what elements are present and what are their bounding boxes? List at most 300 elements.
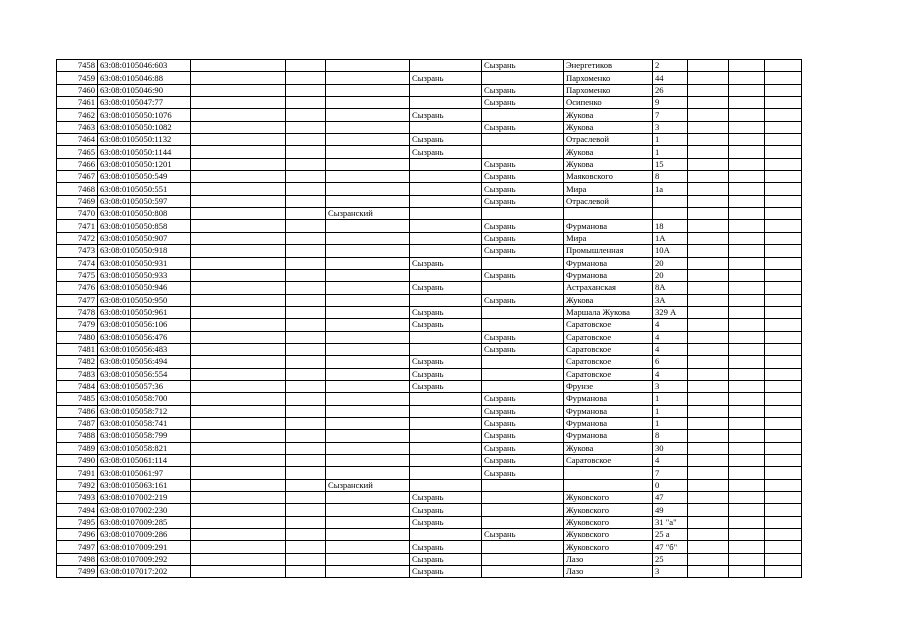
cell-col-3	[191, 504, 286, 516]
cell-city-b: Сызрань	[482, 97, 564, 109]
cell-city-b: Сызрань	[482, 442, 564, 454]
cell-col-10	[688, 109, 729, 121]
cell-col-4	[286, 84, 326, 96]
cell-district	[326, 541, 410, 553]
cell-city-b	[482, 541, 564, 553]
cell-street: Фурманова	[564, 430, 653, 442]
cell-street: Жукова	[564, 121, 653, 133]
cell-col-10	[688, 72, 729, 84]
cell-street	[564, 467, 653, 479]
cell-col-12	[765, 121, 802, 133]
cell-col-11	[729, 479, 765, 491]
cell-col-4	[286, 417, 326, 429]
cell-city-a	[410, 158, 482, 170]
cell-city-b: Сызрань	[482, 269, 564, 281]
cell-cadastral-number: 63:08:0105058:712	[98, 405, 191, 417]
cell-col-12	[765, 319, 802, 331]
cell-col-10	[688, 343, 729, 355]
cell-district	[326, 529, 410, 541]
cell-col-12	[765, 343, 802, 355]
cell-col-10	[688, 232, 729, 244]
table-row	[57, 121, 802, 133]
cell-col-12	[765, 393, 802, 405]
cell-col-11	[729, 84, 765, 96]
cell-col-11	[729, 319, 765, 331]
cell-street: Осипенко	[564, 97, 653, 109]
table-row	[57, 541, 802, 553]
cell-cadastral-number: 63:08:0105050:597	[98, 195, 191, 207]
cell-col-12	[765, 232, 802, 244]
cell-city-b: Сызрань	[482, 393, 564, 405]
cell-col-4	[286, 97, 326, 109]
cell-col-11	[729, 331, 765, 343]
cell-col-4	[286, 516, 326, 528]
cell-col-11	[729, 405, 765, 417]
cell-city-a	[410, 245, 482, 257]
cell-district	[326, 319, 410, 331]
cell-row-number: 7470	[57, 208, 98, 220]
cell-col-10	[688, 553, 729, 565]
cell-city-a: Сызрань	[410, 492, 482, 504]
cell-city-b: Сызрань	[482, 195, 564, 207]
cell-district	[326, 405, 410, 417]
cell-col-3	[191, 492, 286, 504]
cell-col-3	[191, 208, 286, 220]
cell-col-12	[765, 504, 802, 516]
cell-col-3	[191, 442, 286, 454]
cell-col-3	[191, 380, 286, 392]
cell-city-a	[410, 442, 482, 454]
cell-district	[326, 146, 410, 158]
cell-cadastral-number: 63:08:0105056:483	[98, 343, 191, 355]
cell-city-a	[410, 430, 482, 442]
cell-city-b: Сызрань	[482, 405, 564, 417]
table-row	[57, 405, 802, 417]
cell-col-3	[191, 516, 286, 528]
cell-city-b	[482, 553, 564, 565]
cell-col-10	[688, 356, 729, 368]
cell-col-10	[688, 97, 729, 109]
cell-street: Мира	[564, 183, 653, 195]
cell-col-4	[286, 171, 326, 183]
cell-city-b: Сызрань	[482, 245, 564, 257]
cell-district	[326, 294, 410, 306]
cell-cadastral-number: 63:08:0105056:106	[98, 319, 191, 331]
cell-city-b: Сызрань	[482, 467, 564, 479]
cell-house: 8	[653, 171, 688, 183]
table-row	[57, 60, 802, 72]
cell-house: 31 "а"	[653, 516, 688, 528]
cell-col-4	[286, 541, 326, 553]
cell-house: 1а	[653, 183, 688, 195]
cell-cadastral-number: 63:08:0105058:799	[98, 430, 191, 442]
table-row	[57, 529, 802, 541]
cell-cadastral-number: 63:08:0105050:961	[98, 306, 191, 318]
cell-row-number: 7495	[57, 516, 98, 528]
cell-col-3	[191, 84, 286, 96]
cell-street: Астраханская	[564, 282, 653, 294]
cell-col-12	[765, 368, 802, 380]
cell-col-3	[191, 269, 286, 281]
cell-col-12	[765, 306, 802, 318]
cell-district	[326, 417, 410, 429]
cell-col-3	[191, 566, 286, 578]
cell-col-4	[286, 109, 326, 121]
cell-cadastral-number: 63:08:0105050:931	[98, 257, 191, 269]
cell-street: Энергетиков	[564, 60, 653, 72]
cell-city-b: Сызрань	[482, 60, 564, 72]
cell-cadastral-number: 63:08:0105050:1132	[98, 134, 191, 146]
cell-district	[326, 467, 410, 479]
cell-col-12	[765, 553, 802, 565]
cell-col-3	[191, 220, 286, 232]
cell-house: 1	[653, 393, 688, 405]
cell-city-b: Сызрань	[482, 294, 564, 306]
cell-col-12	[765, 245, 802, 257]
cell-house: 10А	[653, 245, 688, 257]
cell-col-10	[688, 541, 729, 553]
cell-col-4	[286, 504, 326, 516]
cell-col-12	[765, 109, 802, 121]
cell-city-b: Сызрань	[482, 417, 564, 429]
table-row	[57, 516, 802, 528]
cell-row-number: 7459	[57, 72, 98, 84]
cell-col-10	[688, 245, 729, 257]
cell-house: 25 а	[653, 529, 688, 541]
cell-col-3	[191, 553, 286, 565]
cell-cadastral-number: 63:08:0105050:1076	[98, 109, 191, 121]
cell-col-11	[729, 134, 765, 146]
cell-col-4	[286, 566, 326, 578]
cell-house: 2	[653, 60, 688, 72]
cell-house: 3	[653, 121, 688, 133]
cell-house: 9	[653, 97, 688, 109]
cell-col-11	[729, 356, 765, 368]
cell-row-number: 7485	[57, 393, 98, 405]
cell-cadastral-number: 63:08:0107009:291	[98, 541, 191, 553]
cell-street: Маяковского	[564, 171, 653, 183]
cell-district	[326, 109, 410, 121]
table-row	[57, 442, 802, 454]
cell-city-b: Сызрань	[482, 183, 564, 195]
cell-col-10	[688, 368, 729, 380]
cell-col-3	[191, 306, 286, 318]
cell-district	[326, 306, 410, 318]
cell-col-3	[191, 417, 286, 429]
cell-city-a	[410, 343, 482, 355]
cell-district	[326, 84, 410, 96]
cell-col-11	[729, 269, 765, 281]
cell-city-a: Сызрань	[410, 72, 482, 84]
cell-city-b	[482, 516, 564, 528]
cell-col-11	[729, 566, 765, 578]
cell-city-a: Сызрань	[410, 356, 482, 368]
cell-street: Фурманова	[564, 269, 653, 281]
cell-house: 44	[653, 72, 688, 84]
cell-col-12	[765, 282, 802, 294]
cell-street	[564, 479, 653, 491]
cell-col-11	[729, 430, 765, 442]
cell-cadastral-number: 63:08:0105050:1082	[98, 121, 191, 133]
cell-house: 4	[653, 331, 688, 343]
table-body	[57, 60, 802, 578]
cell-district	[326, 455, 410, 467]
cell-col-4	[286, 269, 326, 281]
cell-row-number: 7488	[57, 430, 98, 442]
cell-col-4	[286, 343, 326, 355]
cell-city-a	[410, 232, 482, 244]
cell-col-12	[765, 72, 802, 84]
cell-house: 3	[653, 566, 688, 578]
cell-cadastral-number: 63:08:0105058:821	[98, 442, 191, 454]
cell-row-number: 7493	[57, 492, 98, 504]
cell-row-number: 7489	[57, 442, 98, 454]
cell-city-b	[482, 319, 564, 331]
cell-house: 30	[653, 442, 688, 454]
cell-street: Отраслевой	[564, 195, 653, 207]
table-row	[57, 245, 802, 257]
table-row	[57, 171, 802, 183]
table-row	[57, 492, 802, 504]
cell-col-4	[286, 134, 326, 146]
cell-city-b: Сызрань	[482, 220, 564, 232]
cell-street: Жуковского	[564, 504, 653, 516]
cell-cadastral-number: 63:08:0105056:554	[98, 368, 191, 380]
cell-col-4	[286, 146, 326, 158]
cell-city-b	[482, 492, 564, 504]
cell-col-12	[765, 294, 802, 306]
cell-house: 26	[653, 84, 688, 96]
cell-city-a	[410, 195, 482, 207]
cell-house: 49	[653, 504, 688, 516]
cell-street: Жукова	[564, 109, 653, 121]
table-row	[57, 306, 802, 318]
cell-street: Маршала Жукова	[564, 306, 653, 318]
cell-row-number: 7466	[57, 158, 98, 170]
cell-col-10	[688, 566, 729, 578]
cell-col-12	[765, 97, 802, 109]
cell-col-10	[688, 257, 729, 269]
cell-col-12	[765, 257, 802, 269]
cell-col-10	[688, 121, 729, 133]
cell-district	[326, 72, 410, 84]
cell-cadastral-number: 63:08:0105046:603	[98, 60, 191, 72]
cell-col-10	[688, 146, 729, 158]
cell-cadastral-number: 63:08:0105050:858	[98, 220, 191, 232]
cell-street: Жуковского	[564, 516, 653, 528]
cell-city-a	[410, 84, 482, 96]
cell-col-11	[729, 245, 765, 257]
cell-col-12	[765, 516, 802, 528]
cell-col-11	[729, 257, 765, 269]
table-row	[57, 380, 802, 392]
cell-row-number: 7458	[57, 60, 98, 72]
cell-col-4	[286, 183, 326, 195]
cell-street: Жукова	[564, 146, 653, 158]
cell-house: 18	[653, 220, 688, 232]
cell-city-b: Сызрань	[482, 343, 564, 355]
cell-house: 47 "б"	[653, 541, 688, 553]
cell-district: Сызранский	[326, 208, 410, 220]
cell-col-12	[765, 220, 802, 232]
cell-city-b	[482, 566, 564, 578]
cell-row-number: 7483	[57, 368, 98, 380]
cell-house: 7	[653, 109, 688, 121]
cell-district	[326, 356, 410, 368]
cell-col-10	[688, 479, 729, 491]
cell-col-11	[729, 294, 765, 306]
cell-col-11	[729, 146, 765, 158]
cell-cadastral-number: 63:08:0105046:90	[98, 84, 191, 96]
cell-city-a: Сызрань	[410, 504, 482, 516]
cell-col-4	[286, 257, 326, 269]
cell-cadastral-number: 63:08:0107009:285	[98, 516, 191, 528]
cell-district	[326, 282, 410, 294]
cell-col-3	[191, 121, 286, 133]
cell-col-4	[286, 430, 326, 442]
cell-row-number: 7471	[57, 220, 98, 232]
cell-house: 4	[653, 319, 688, 331]
cell-street: Пархоменко	[564, 84, 653, 96]
cell-cadastral-number: 63:08:0105050:933	[98, 269, 191, 281]
cell-city-a	[410, 331, 482, 343]
cell-city-a: Сызрань	[410, 282, 482, 294]
cell-row-number: 7468	[57, 183, 98, 195]
cell-col-12	[765, 60, 802, 72]
cell-city-b: Сызрань	[482, 529, 564, 541]
table-row	[57, 72, 802, 84]
cell-col-4	[286, 220, 326, 232]
cell-city-a	[410, 479, 482, 491]
cell-district	[326, 121, 410, 133]
cell-col-10	[688, 84, 729, 96]
cell-city-a	[410, 467, 482, 479]
cell-col-12	[765, 479, 802, 491]
cell-col-10	[688, 282, 729, 294]
cell-district	[326, 430, 410, 442]
cell-col-12	[765, 417, 802, 429]
cell-city-b: Сызрань	[482, 84, 564, 96]
cell-col-11	[729, 553, 765, 565]
cell-col-4	[286, 208, 326, 220]
cell-cadastral-number: 63:08:0105061:114	[98, 455, 191, 467]
cell-col-4	[286, 319, 326, 331]
cell-district	[326, 331, 410, 343]
cell-cadastral-number: 63:08:0105050:918	[98, 245, 191, 257]
table-row	[57, 195, 802, 207]
cell-city-b	[482, 134, 564, 146]
cell-col-3	[191, 405, 286, 417]
cell-col-11	[729, 417, 765, 429]
cell-cadastral-number: 63:08:0105050:907	[98, 232, 191, 244]
cell-col-10	[688, 529, 729, 541]
cell-col-12	[765, 146, 802, 158]
cell-street: Отраслевой	[564, 134, 653, 146]
table-row	[57, 158, 802, 170]
cell-col-3	[191, 331, 286, 343]
cell-city-a: Сызрань	[410, 516, 482, 528]
table-row	[57, 257, 802, 269]
table-row	[57, 343, 802, 355]
cell-col-10	[688, 331, 729, 343]
cell-col-4	[286, 356, 326, 368]
cell-col-11	[729, 442, 765, 454]
cell-district	[326, 183, 410, 195]
cell-row-number: 7494	[57, 504, 98, 516]
table-row	[57, 220, 802, 232]
cell-col-3	[191, 282, 286, 294]
cell-col-10	[688, 492, 729, 504]
cell-city-a	[410, 183, 482, 195]
cell-house: 1	[653, 405, 688, 417]
cell-district	[326, 504, 410, 516]
cell-col-3	[191, 195, 286, 207]
cell-house: 1	[653, 134, 688, 146]
cell-city-a: Сызрань	[410, 380, 482, 392]
cell-col-10	[688, 417, 729, 429]
cell-street: Фурманова	[564, 405, 653, 417]
table-row	[57, 504, 802, 516]
cell-street: Фурманова	[564, 393, 653, 405]
cell-col-10	[688, 195, 729, 207]
cell-row-number: 7465	[57, 146, 98, 158]
table-row	[57, 109, 802, 121]
cell-cadastral-number: 63:08:0107009:292	[98, 553, 191, 565]
cell-street: Жуковского	[564, 541, 653, 553]
cell-district	[326, 368, 410, 380]
cell-col-11	[729, 97, 765, 109]
cadastral-table	[56, 59, 802, 578]
cell-cadastral-number: 63:08:0105050:549	[98, 171, 191, 183]
table-row	[57, 269, 802, 281]
cell-city-b: Сызрань	[482, 430, 564, 442]
cell-col-4	[286, 455, 326, 467]
cell-city-a: Сызрань	[410, 257, 482, 269]
cell-street: Саратовское	[564, 331, 653, 343]
cell-city-a	[410, 208, 482, 220]
cell-street: Мира	[564, 232, 653, 244]
cell-col-10	[688, 430, 729, 442]
cell-street: Жукова	[564, 442, 653, 454]
cell-city-b	[482, 504, 564, 516]
cell-cadastral-number: 63:08:0105050:551	[98, 183, 191, 195]
table-row	[57, 319, 802, 331]
cell-col-12	[765, 455, 802, 467]
cell-col-4	[286, 294, 326, 306]
cell-col-11	[729, 516, 765, 528]
cell-col-10	[688, 294, 729, 306]
cell-house: 47	[653, 492, 688, 504]
cell-cadastral-number: 63:08:0105050:1201	[98, 158, 191, 170]
cell-house: 15	[653, 158, 688, 170]
cell-house: 3	[653, 380, 688, 392]
cell-row-number: 7474	[57, 257, 98, 269]
cell-col-10	[688, 319, 729, 331]
cell-col-3	[191, 430, 286, 442]
cell-col-10	[688, 134, 729, 146]
cell-col-10	[688, 208, 729, 220]
cell-col-4	[286, 368, 326, 380]
cell-city-a: Сызрань	[410, 553, 482, 565]
cell-street	[564, 208, 653, 220]
cell-row-number: 7484	[57, 380, 98, 392]
cell-col-11	[729, 393, 765, 405]
cell-district	[326, 171, 410, 183]
table-row	[57, 97, 802, 109]
cell-district	[326, 380, 410, 392]
cell-col-12	[765, 171, 802, 183]
cell-col-10	[688, 393, 729, 405]
